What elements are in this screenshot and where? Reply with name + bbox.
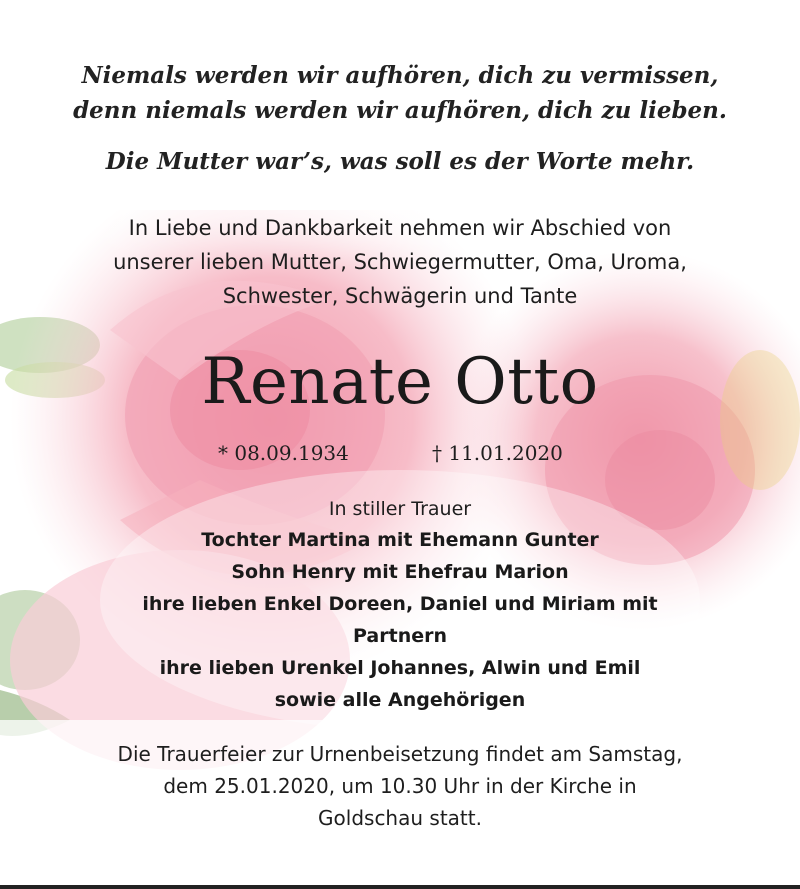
motto-line-1: Niemals werden wir aufhören, dich zu vermissen, <box>81 62 719 89</box>
mourner-line: ihre lieben Urenkel Johannes, Alwin und Emil <box>159 657 641 679</box>
death-date: † 11.01.2020 <box>432 441 563 465</box>
intro-line-2: unserer lieben Mutter, Schwiegermutter, Oma, Uroma, <box>113 250 687 274</box>
intro-line-1: In Liebe und Dankbarkeit nehmen wir Abschied von <box>128 216 672 240</box>
birth-date: * 08.09.1934 <box>218 441 349 465</box>
farewell-intro <box>0 211 800 313</box>
mourner-line: Sohn Henry mit Ehefrau Marion <box>231 561 569 583</box>
ceremony-line-1: Die Trauerfeier zur Urnenbeisetzung findet am Samstag, <box>117 742 683 766</box>
mourner-line: Tochter Martina mit Ehemann Gunter <box>201 529 599 551</box>
deceased-name: Renate Otto <box>201 345 599 419</box>
mourner-line: sowie alle Angehörigen <box>274 689 526 711</box>
ceremony-line-3: Goldschau statt. <box>318 806 482 830</box>
motto-quote <box>0 144 800 179</box>
mourners-list <box>0 524 800 716</box>
mourning-heading: In stiller Trauer <box>328 498 472 520</box>
ceremony-notice <box>0 738 800 834</box>
motto-line-3: Die Mutter war’s, was soll es der Worte mehr. <box>105 148 695 175</box>
motto-line-2: denn niemals werden wir aufhören, dich zu lieben. <box>73 97 727 124</box>
motto-verse <box>0 58 800 128</box>
ceremony-line-2: dem 25.01.2020, um 10.30 Uhr in der Kirche in <box>163 774 637 798</box>
mourner-line: ihre lieben Enkel Doreen, Daniel und Miriam mit <box>142 593 658 615</box>
intro-line-3: Schwester, Schwägerin und Tante <box>222 284 578 308</box>
mourner-line: Partnern <box>353 625 447 647</box>
